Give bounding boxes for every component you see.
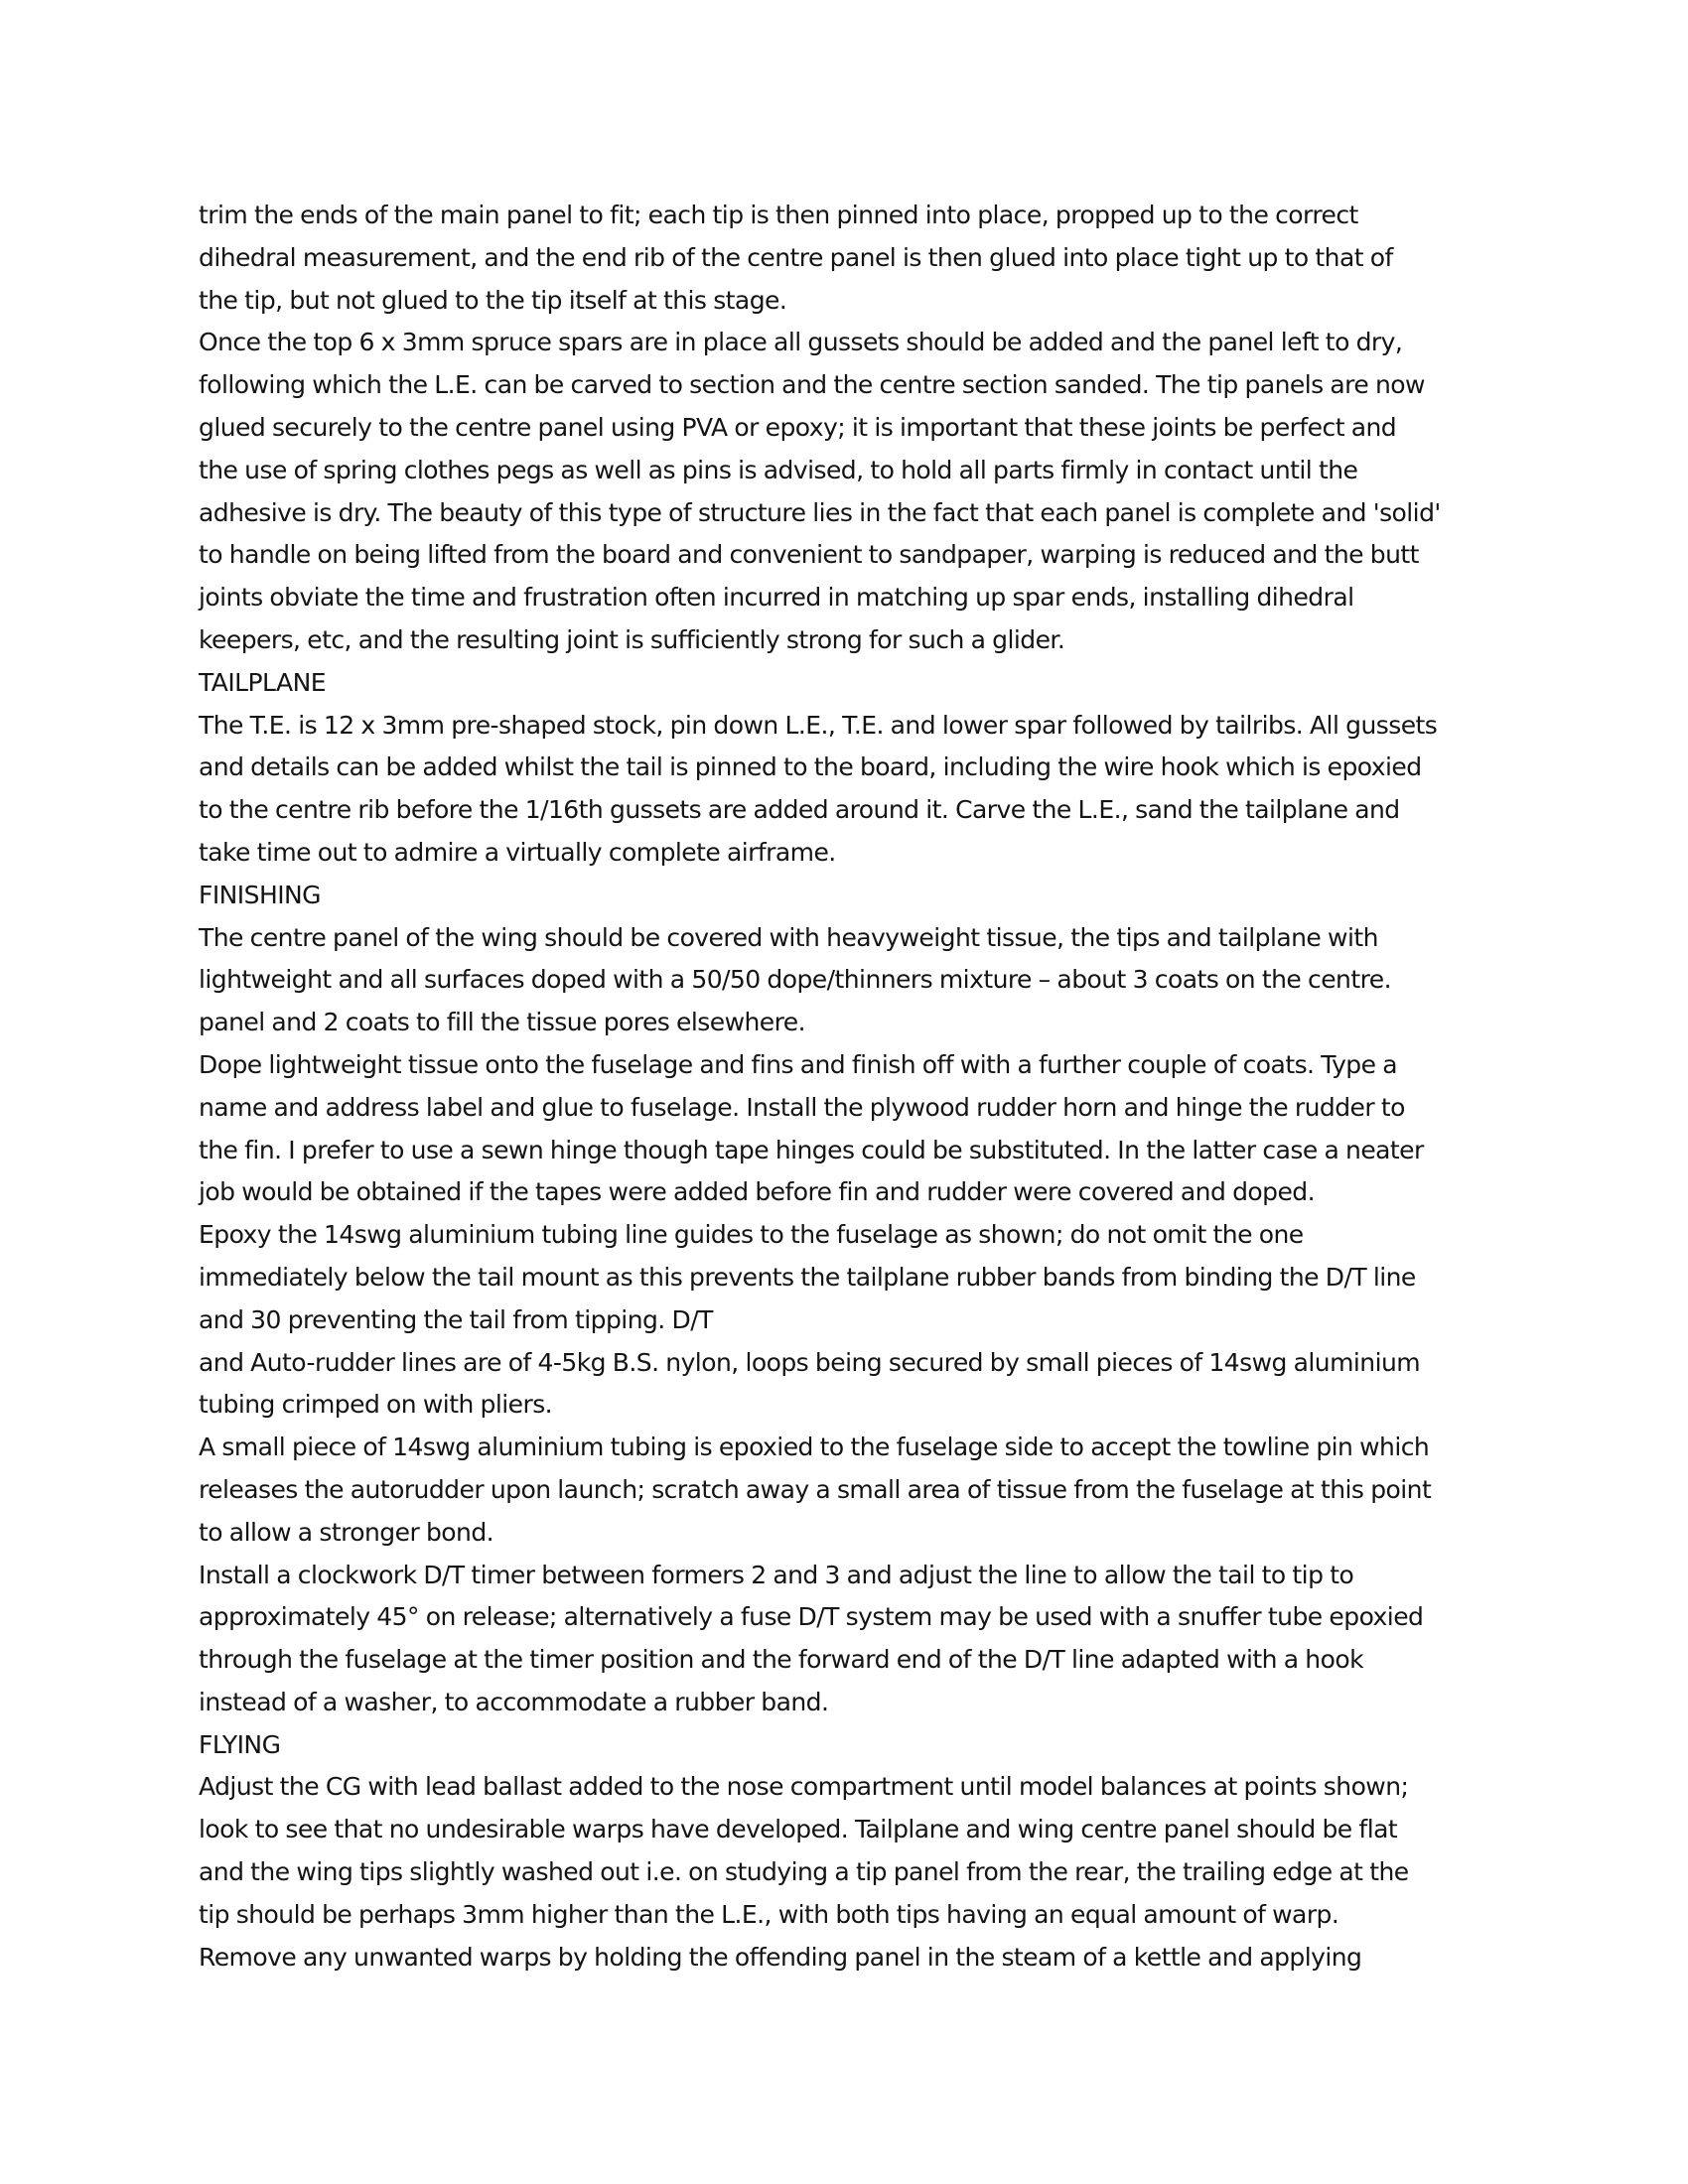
text-line: instead of a washer, to accommodate a rubber band.: [199, 1687, 829, 1716]
text-line: name and address label and glue to fuselage. Install the plywood rudder horn and hinge the rudder to: [199, 1092, 1405, 1122]
text-line: keepers, etc, and the resulting joint is sufficiently strong for such a glider.: [199, 624, 1065, 654]
text-line: trim the ends of the main panel to fit; each tip is then pinned into place, propped up to the correct: [199, 201, 1358, 229]
text-line: through the fuselage at the timer position and the forward end of the D/T line adapted with a hook: [199, 1645, 1363, 1675]
text-line: Remove any unwanted warps by holding the offending panel in the steam of a kettle and applying: [199, 1942, 1362, 1972]
text-line: releases the autorudder upon launch; scratch away a small area of tissue from the fuselage at this point: [199, 1474, 1432, 1504]
text-line: and Auto-rudder lines are of 4-5kg B.S. nylon, loops being secured by small pieces of 14swg aluminium: [199, 1347, 1421, 1377]
text-line: and the wing tips slightly washed out i.e. on studying a tip panel from the rear, the trailing edge at the: [199, 1857, 1409, 1887]
text-line: to the centre rib before the 1/16th gussets are added around it. Carve the L.E., sand the tailplane and: [199, 795, 1400, 825]
text-line: and details can be added whilst the tail is pinned to the board, including the wire hook which is epoxied: [199, 752, 1422, 782]
document-page: [199, 195, 1509, 1979]
text-line: Adjust the CG with lead ballast added to the nose compartment until model balances at points shown;: [199, 1772, 1409, 1802]
text-line: immediately below the tail mount as this prevents the tailplane rubber bands from binding the D/T line: [199, 1262, 1416, 1292]
text-line: the fin. I prefer to use a sewn hinge though tape hinges could be substituted. In the latter case a neater: [199, 1135, 1424, 1164]
section-heading-tailplane: TAILPLANE: [199, 667, 326, 697]
text-line: tip should be perhaps 3mm higher than the L.E., with both tips having an equal amount of warp.: [199, 1899, 1339, 1929]
text-line: look to see that no undesirable warps have developed. Tailplane and wing centre panel should be flat: [199, 1815, 1398, 1844]
text-line: the use of spring clothes pegs as well as pins is advised, to hold all parts firmly in contact until the: [199, 455, 1358, 484]
text-line: Epoxy the 14swg aluminium tubing line guides to the fuselage as shown; do not omit the one: [199, 1220, 1304, 1250]
text-line: and 30 preventing the tail from tipping. D/T: [199, 1304, 713, 1334]
text-line: joints obviate the time and frustration often incurred in matching up spar ends, installing dihedral: [199, 583, 1354, 613]
text-line: The T.E. is 12 x 3mm pre-shaped stock, pin down L.E., T.E. and lower spar followed by tailribs. All gussets: [199, 710, 1438, 740]
text-line: following which the L.E. can be carved to section and the centre section sanded. The tip panels are now: [199, 370, 1425, 400]
text-line: Dope lightweight tissue onto the fuselage and fins and finish off with a further couple of coats. Type a: [199, 1049, 1398, 1079]
text-line: the tip, but not glued to the tip itself at this stage.: [199, 285, 787, 315]
text-line: Install a clockwork D/T timer between formers 2 and 3 and adjust the line to allow the tail to tip to: [199, 1560, 1354, 1589]
section-heading-finishing: FINISHING: [199, 880, 321, 909]
text-line: adhesive is dry. The beauty of this type of structure lies in the fact that each panel is complete and 'solid': [199, 497, 1441, 527]
text-line: lightweight and all surfaces doped with a 50/50 dope/thinners mixture – about 3 coats on the centre.: [199, 965, 1391, 995]
text-line: approximately 45° on release; alternatively a fuse D/T system may be used with a snuffer tube epoxied: [199, 1602, 1424, 1632]
text-line: The centre panel of the wing should be covered with heavyweight tissue, the tips and tailplane with: [199, 922, 1378, 952]
text-line: panel and 2 coats to fill the tissue pores elsewhere.: [199, 1008, 806, 1037]
section-heading-flying: FLYING: [199, 1729, 281, 1759]
text-line: to allow a stronger bond.: [199, 1517, 494, 1547]
text-line: A small piece of 14swg aluminium tubing is epoxied to the fuselage side to accept the towline pin which: [199, 1433, 1430, 1462]
text-line: Once the top 6 x 3mm spruce spars are in place all gussets should be added and the panel left to dry,: [199, 328, 1403, 357]
text-line: job would be obtained if the tapes were added before fin and rudder were covered and doped.: [199, 1177, 1316, 1207]
text-line: take time out to admire a virtually complete airframe.: [199, 837, 836, 867]
text-line: to handle on being lifted from the board and convenient to sandpaper, warping is reduced and the butt: [199, 540, 1419, 570]
text-line: glued securely to the centre panel using PVA or epoxy; it is important that these joints be perfect and: [199, 412, 1397, 442]
text-line: tubing crimped on with pliers.: [199, 1390, 553, 1420]
text-line: dihedral measurement, and the end rib of the centre panel is then glued into place tight up to that of: [199, 242, 1393, 272]
